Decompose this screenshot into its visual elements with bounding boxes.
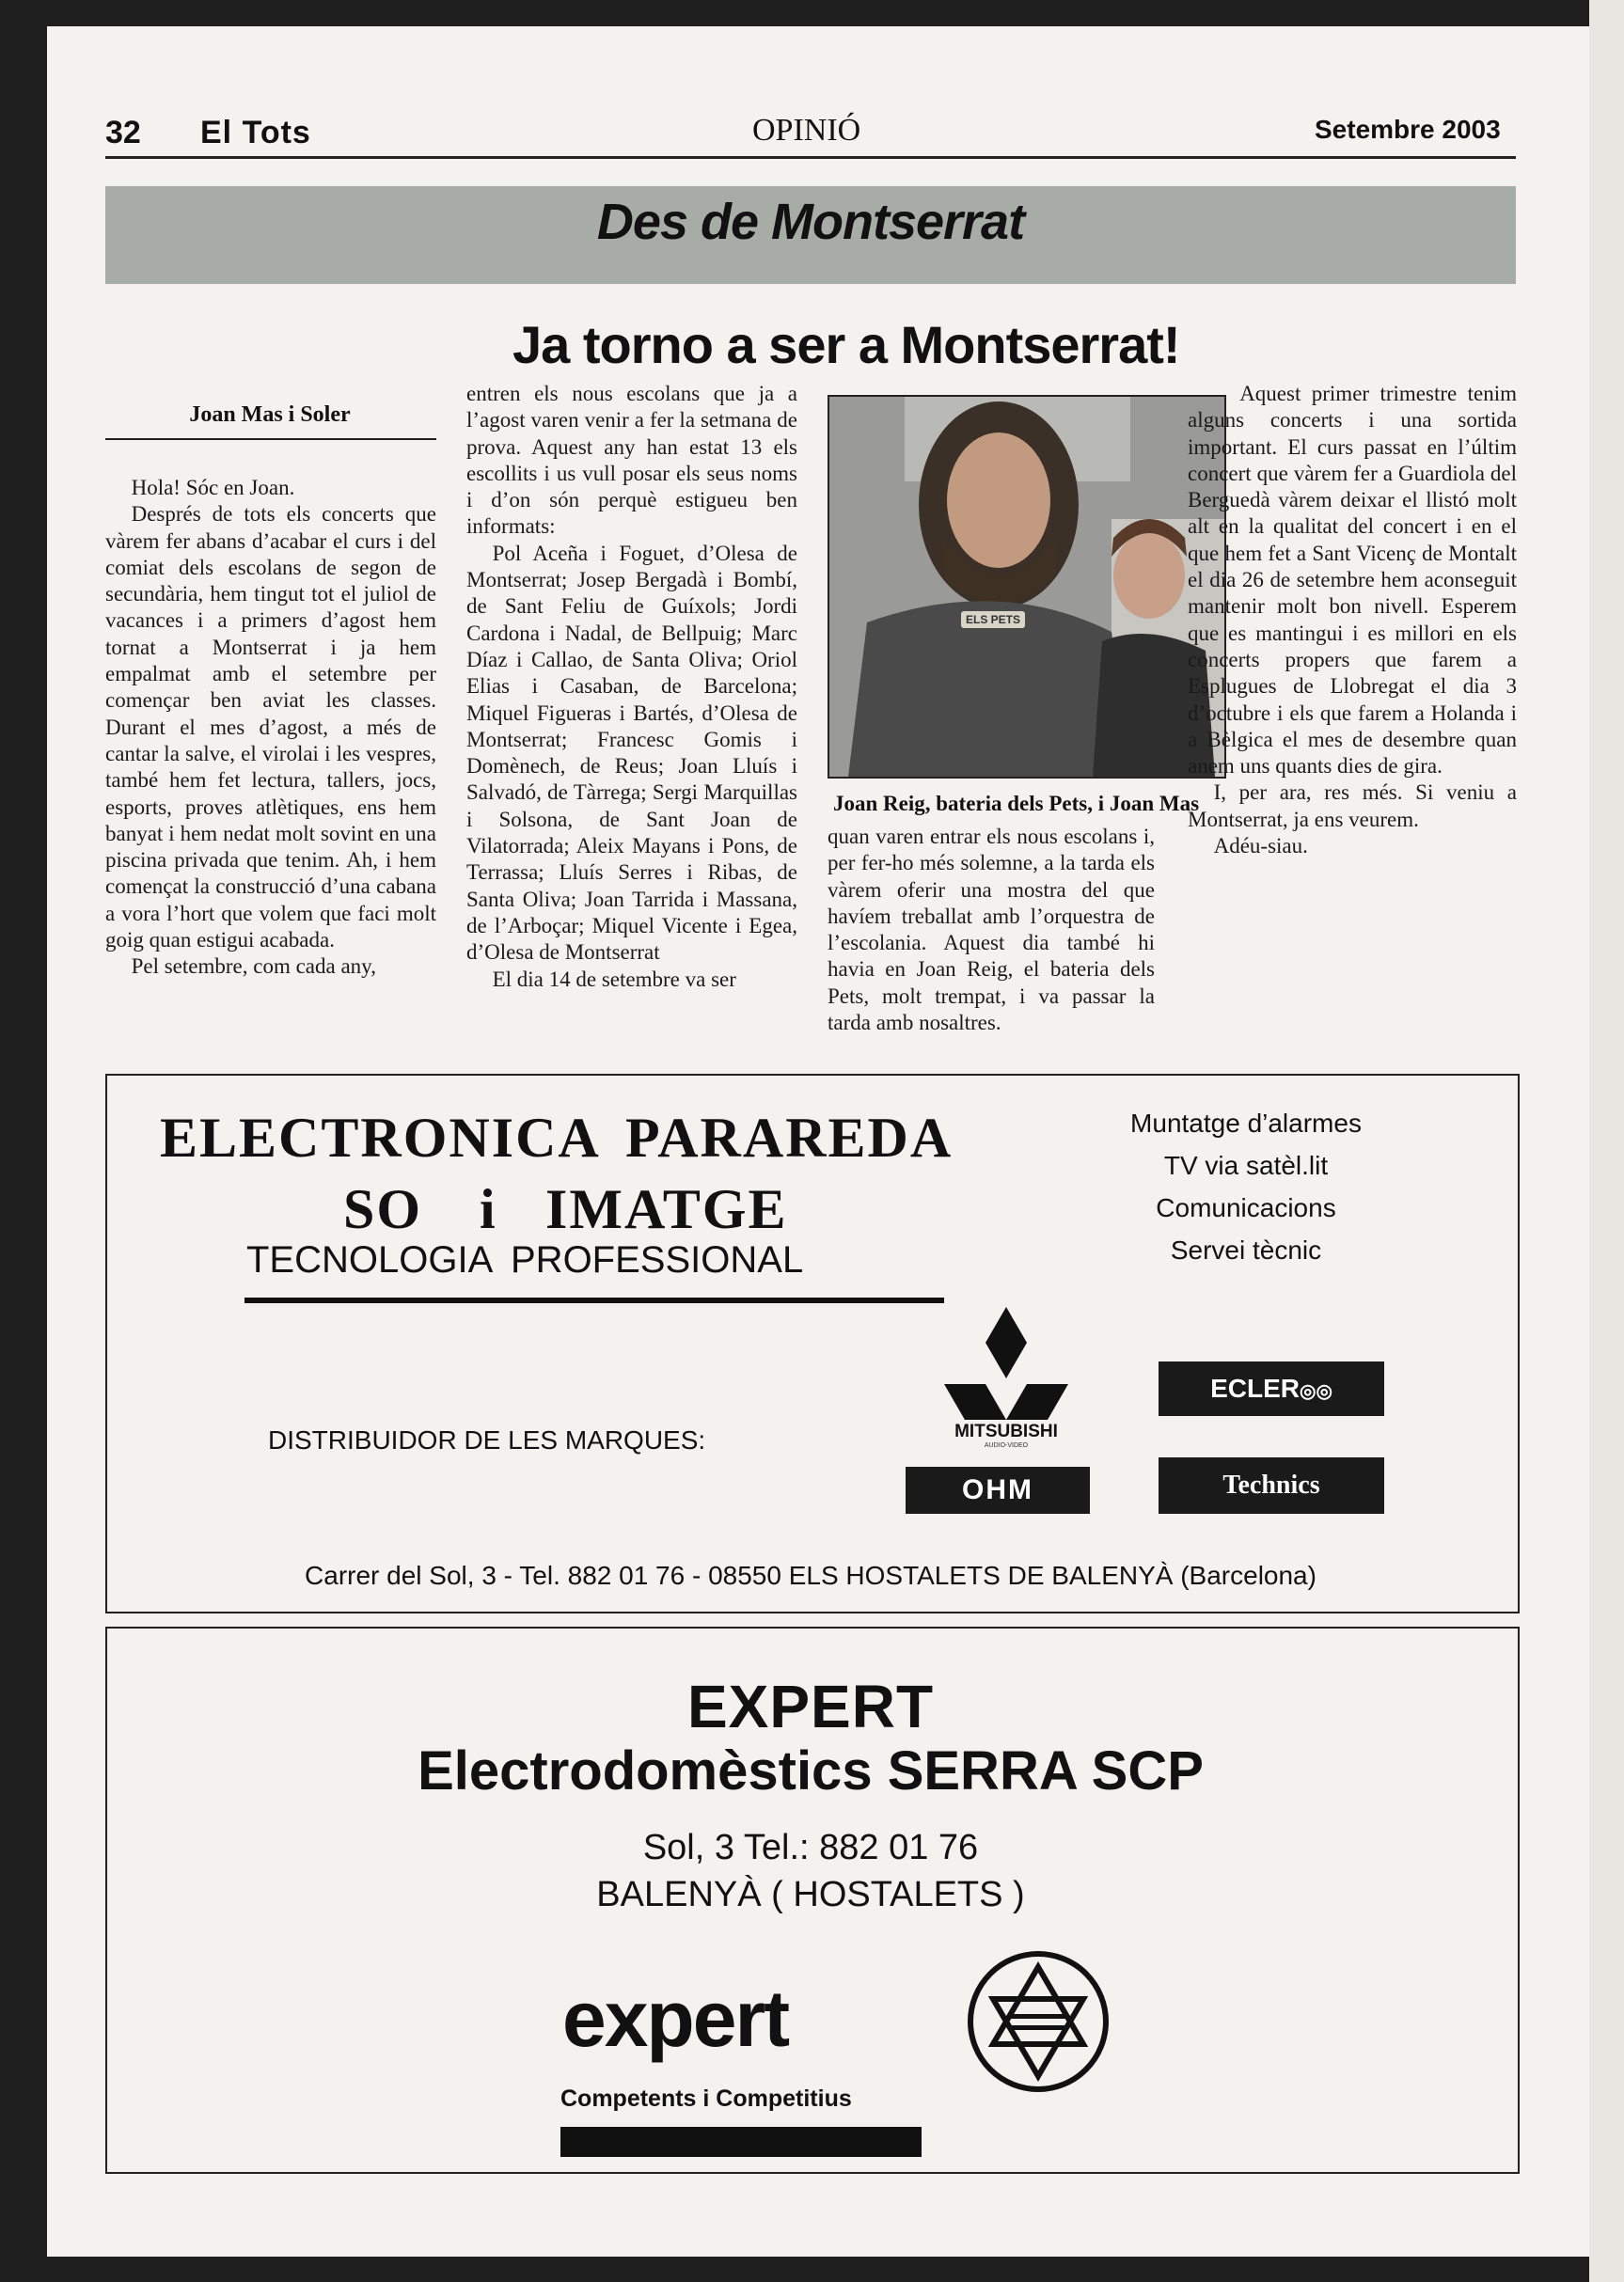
ad2-address2: BALENYÀ ( HOSTALETS ) bbox=[596, 1875, 1025, 1914]
header-rule bbox=[105, 156, 1516, 159]
ad1-distribuidor: DISTRIBUIDOR DE LES MARQUES: bbox=[268, 1425, 706, 1455]
section-label: OPINIÓ bbox=[752, 113, 861, 148]
ad2-company: Electrodomèstics SERRA SCP bbox=[418, 1740, 1204, 1802]
ad1-tecnologia: TECNOLOGIA bbox=[246, 1239, 494, 1281]
ecler-logo bbox=[1159, 1361, 1384, 1416]
mitsubishi-sub: AUDIO-VIDEO bbox=[984, 1442, 1029, 1449]
article-column-2 bbox=[466, 381, 797, 993]
paragraph: Pel setembre, com cada any, bbox=[131, 954, 376, 979]
article-photo bbox=[828, 395, 1226, 779]
service-item: TV via satèl.lit bbox=[1163, 1151, 1329, 1180]
paragraph: Hola! Sóc en Joan. bbox=[131, 476, 295, 499]
service-item: Servei tècnic bbox=[1170, 1235, 1322, 1265]
ecler-mark-icon: ◎◎ bbox=[1300, 1381, 1332, 1402]
article-byline: Joan Mas i Soler bbox=[189, 402, 351, 427]
ad1-rule bbox=[244, 1298, 944, 1303]
byline-rule bbox=[105, 438, 436, 440]
photo-illustration bbox=[829, 397, 1224, 777]
ad1-name2: PARAREDA bbox=[625, 1107, 954, 1169]
article-column-3 bbox=[828, 824, 1155, 1036]
paragraph: Aquest primer trimestre tenim alguns concerts i una sortida important. El curs passat en l’últim concert que vàrem fer a Guardiola del Berguedà vàrem deixar el llistó molt alt en la qualitat del concert i en el que hem fet a Sant Vicenç de Montalt el dia 26 de setembre hem aconseguit mantenir molt bon nivell. Esperem que es mantingui i es millori en els concerts propers que farem a Esplugues de Llobregat el dia 3 d’octubre i els que farem a Holanda i a Bèlgica el mes de desembre quan anem uns quants dies de gira. bbox=[1188, 382, 1517, 779]
paragraph: entren els nous escolans que ja a l’agost varen venir a fer la setmana de prova. Aquest any han estat 13 els escollits i us vull posar els seus noms i d’on són perquè estigueu ben informats: bbox=[466, 382, 797, 539]
ad2-bar bbox=[560, 2127, 922, 2157]
section-title: Des de Montserrat bbox=[596, 194, 1025, 250]
mitsubishi-name: MITSUBISHI bbox=[954, 1422, 1058, 1441]
ad1-i: i bbox=[480, 1178, 497, 1240]
ad1-address: Carrer del Sol, 3 - Tel. 882 01 76 - 08550 ELS HOSTALETS DE BALENYÀ (Barcelona) bbox=[305, 1561, 1317, 1590]
ohm-logo: OHM bbox=[906, 1467, 1090, 1514]
expert-logo-icon bbox=[963, 1946, 1113, 2097]
technics-logo: Technics bbox=[1159, 1457, 1384, 1514]
ad1-services bbox=[1091, 1102, 1401, 1271]
mitsubishi-logo-icon bbox=[940, 1305, 1072, 1425]
paragraph: El dia 14 de setembre va ser bbox=[492, 967, 736, 991]
expert-logo-text: expert bbox=[562, 1975, 789, 2063]
issue-date: Setembre 2003 bbox=[1315, 115, 1501, 144]
paragraph: I, per ara, res més. Si veniu a Montserrat, ja ens veurem. bbox=[1188, 780, 1517, 831]
publication-name: El Tots bbox=[200, 115, 311, 150]
ad1-so: SO bbox=[343, 1178, 423, 1240]
ad2-slogan: Competents i Competitius bbox=[560, 2085, 852, 2112]
article-headline: Ja torno a ser a Montserrat! bbox=[512, 315, 1180, 374]
tshirt-logo: ELS PETS bbox=[961, 611, 1025, 628]
photo-caption: Joan Reig, bateria dels Pets, i Joan Mas bbox=[833, 792, 1200, 815]
paragraph: Adéu-siau. bbox=[1213, 834, 1308, 858]
ecler-text: ECLER bbox=[1210, 1374, 1300, 1403]
paragraph: quan varen entrar els nous escolans i, per fer-ho més solemne, a la tarda els vàrem oferir una mostra del que havíem treballat amb l’orquestra de l’escolania. Aquest dia també hi havia en Joan Reig, el bateria dels Pets, molt trempat, i va passar la tarda amb nosaltres. bbox=[828, 825, 1155, 1035]
ad1-professional: PROFESSIONAL bbox=[511, 1239, 804, 1281]
service-item: Muntatge d’alarmes bbox=[1130, 1109, 1362, 1138]
paragraph: Pol Aceña i Foguet, d’Olesa de Montserrat; Josep Bergadà i Bombí, de Sant Feliu de Guíxols; Jordi Cardona i Nadal, de Bellpuig; Marc Díaz i Callao, de Santa Oliva; Oriol Elias i Casaban, de Barcelona; Miquel Figueras i Bartés, d’Olesa de Montserrat; Francesc Gomis i Domènech, de Reus; Joan Lluís i Salvadó, de Tàrrega; Sergi Marquillas i Solsona, de Sant Joan de Vilatorrada; Aleix Mayans i Pons, de Terrassa; Lluís Serres i Ribas, de Santa Oliva; Joan Tarrida i Massana, de l’Arboçar; Miquel Vicente i Egea, d’Olesa de Montserrat bbox=[466, 541, 797, 965]
ad1-imatge: IMATGE bbox=[545, 1178, 788, 1240]
service-item: Comunicacions bbox=[1156, 1193, 1336, 1222]
page-edge bbox=[1589, 0, 1624, 2282]
page-number: 32 bbox=[105, 115, 141, 150]
article-column-4 bbox=[1188, 381, 1517, 859]
ad2-expert: EXPERT bbox=[686, 1673, 935, 1740]
ad1-name1: ELECTRONICA bbox=[160, 1107, 601, 1169]
ad2-address1: Sol, 3 Tel.: 882 01 76 bbox=[642, 1828, 979, 1867]
paragraph: Després de tots els concerts que vàrem fer abans d’acabar el curs i del comiat dels escolans de segon de secundària, hem tingut tot el juliol de vacances i a primers d’agost hem tornat a Montserrat i ja hem empalmat amb el setembre per començar ben aviat les classes. Durant el mes d’agost, a més de cantar la salve, el virolai i les vespres, també hem fet lectura, tallers, jocs, esports, proves atlètiques, ens hem banyat i hem nedat molt sovint en una piscina privada que tenim. Ah, i hem començat la construcció d’una cabana a vora l’hort que volem que faci molt goig quan estigui acabada. bbox=[105, 502, 436, 952]
article-column-1 bbox=[105, 475, 436, 981]
